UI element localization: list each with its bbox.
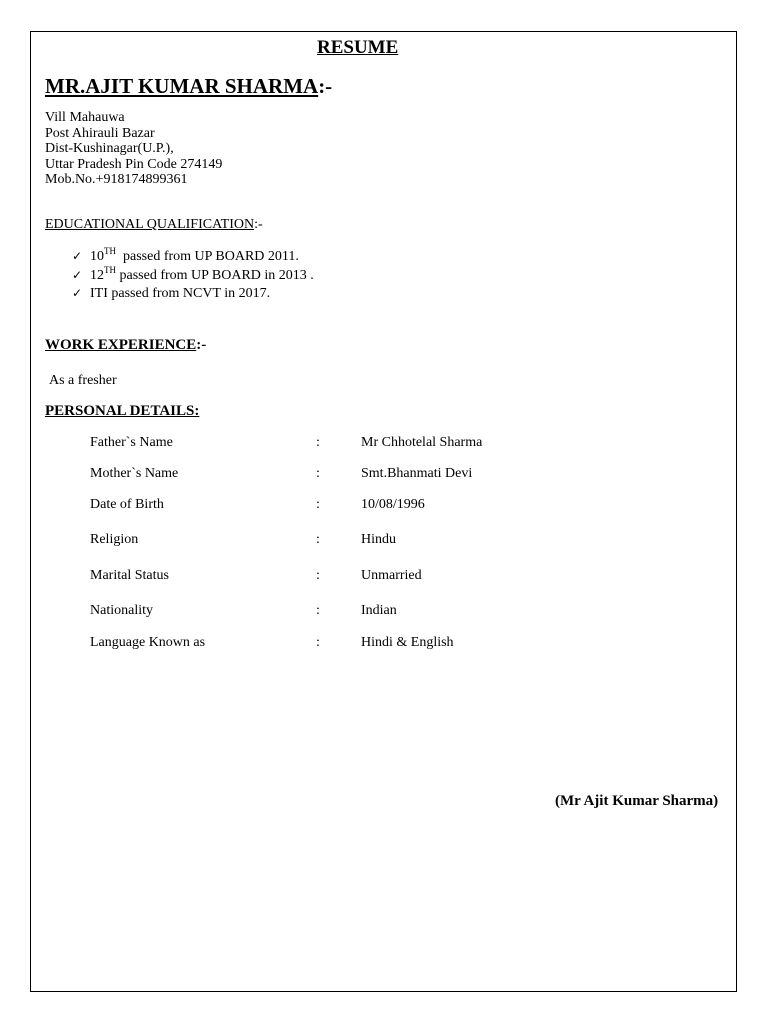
candidate-name-suffix: :- <box>318 74 333 98</box>
edu-text: passed from UP BOARD 2011. <box>116 249 299 264</box>
separator: : <box>316 497 320 512</box>
document-title: RESUME <box>317 37 399 58</box>
education-heading-suffix: :- <box>254 217 263 232</box>
religion-value: Hindu <box>361 532 396 547</box>
personal-heading: PERSONAL DETAILS: <box>45 403 200 419</box>
date-of-birth-value: 10/08/1996 <box>361 497 425 512</box>
edu-num: 12 <box>90 267 104 283</box>
marital-status-label: Marital Status <box>90 568 169 583</box>
date-of-birth-label: Date of Birth <box>90 497 164 512</box>
separator: : <box>316 532 320 547</box>
address-line: Vill Mahauwa <box>45 110 125 125</box>
checkmark-icon: ✓ <box>72 286 83 300</box>
nationality-value: Indian <box>361 603 397 618</box>
mothers-name-value: Smt.Bhanmati Devi <box>361 466 473 481</box>
separator: : <box>316 603 320 618</box>
address-line: Uttar Pradesh Pin Code 274149 <box>45 156 223 172</box>
marital-status-value: Unmarried <box>361 568 422 583</box>
work-experience-text: As a fresher <box>49 373 117 388</box>
separator: : <box>316 568 320 583</box>
edu-sup: TH <box>104 264 116 275</box>
mobile-number: Mob.No.+918174899361 <box>45 172 188 187</box>
edu-text: ITI passed from NCVT in 2017. <box>90 286 271 301</box>
list-item <box>72 284 314 303</box>
work-heading <box>45 337 206 354</box>
checkmark-icon: ✓ <box>72 249 83 263</box>
separator: : <box>316 466 320 481</box>
address-block <box>45 110 222 188</box>
fathers-name-label: Father`s Name <box>90 435 173 450</box>
fathers-name-value: Mr Chhotelal Sharma <box>361 435 483 450</box>
religion-label: Religion <box>90 532 139 547</box>
candidate-name <box>45 74 332 99</box>
education-heading-text: EDUCATIONAL QUALIFICATION <box>45 217 255 232</box>
list-item <box>72 266 314 285</box>
address-line: Dist-Kushinagar(U.P.), <box>45 141 174 156</box>
languages-label: Language Known as <box>90 635 206 650</box>
checkmark-icon: ✓ <box>72 267 83 282</box>
education-list <box>72 247 314 303</box>
candidate-name-text: MR.AJIT KUMAR SHARMA <box>45 74 319 98</box>
separator: : <box>316 635 320 650</box>
edu-sup: TH <box>104 246 116 256</box>
signature-name: (Mr Ajit Kumar Sharma) <box>555 793 719 809</box>
nationality-label: Nationality <box>90 603 153 618</box>
languages-value: Hindi & English <box>361 635 454 650</box>
edu-num: 10 <box>90 249 104 264</box>
address-line: Post Ahirauli Bazar <box>45 125 155 141</box>
list-item <box>72 247 314 266</box>
separator: : <box>316 435 320 450</box>
work-heading-text: WORK EXPERIENCE <box>45 337 197 353</box>
education-heading <box>45 217 263 233</box>
mothers-name-label: Mother`s Name <box>90 466 179 481</box>
edu-text: passed from UP BOARD in 2013 . <box>116 267 314 283</box>
work-heading-suffix: :- <box>196 337 207 353</box>
